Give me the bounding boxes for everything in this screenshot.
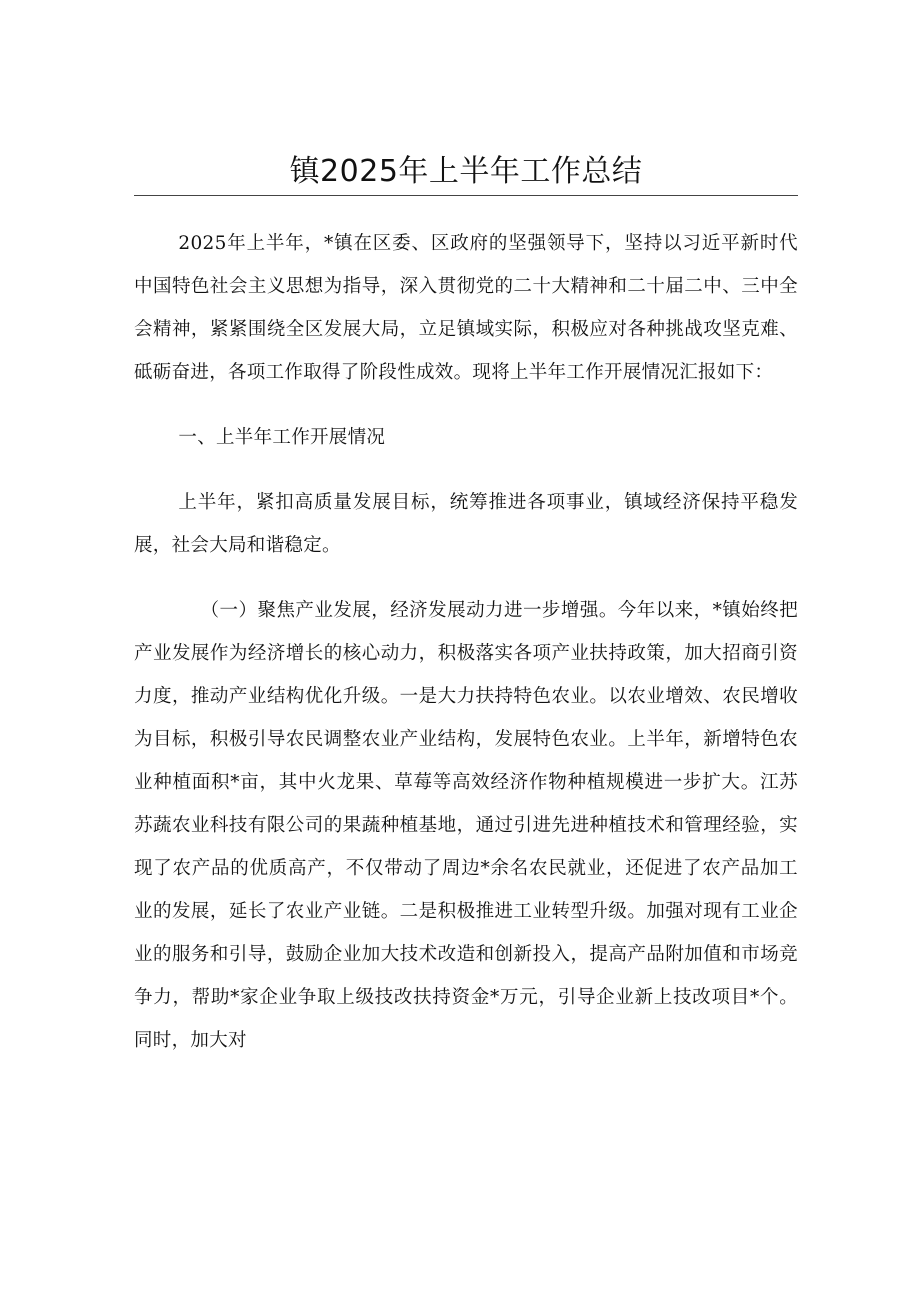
document-body [134, 222, 798, 1084]
intro-paragraph: 2025年上半年，*镇在区委、区政府的坚强领导下，坚持以习近平新时代中国特色社会主义思想为指导，深入贯彻党的二十大精神和二十届二中、三中全会精神，紧紧围绕全区发展大局，立足镇域实际，积极应对各种挑战攻坚克难、砥砺奋进，各项工作取得了阶段性成效。现将上半年工作开展情况汇报如下： [134, 233, 798, 383]
section-heading: 一、上半年工作开展情况 [178, 427, 386, 448]
summary-paragraph: 上半年，紧扣高质量发展目标，统筹推进各项事业，镇域经济保持平稳发展，社会大局和谐稳定。 [134, 492, 798, 556]
industry-paragraph: （一）聚焦产业发展，经济发展动力进一步增强。今年以来，*镇始终把产业发展作为经济增长的核心动力，积极落实各项产业扶持政策，加大招商引资力度，推动产业结构优化升级。一是大力扶持特色农业。以农业增效、农民增收为目标，积极引导农民调整农业产业结构，发展特色农业。上半年，新增特色农业种植面积*亩，其中火龙果、草莓等高效经济作物种植规模进一步扩大。江苏苏蔬农业科技有限公司的果蔬种植基地，通过引进先进种植技术和管理经验，实现了农产品的优质高产，不仅带动了周边*余名农民就业，还促进了农产品加工业的发展，延长了农业产业链。二是积极推进工业转型升级。加强对现有工业企业的服务和引导，鼓励企业加大技术改造和创新投入，提高产品附加值和市场竞争力，帮助*家企业争取上级技改扶持资金*万元，引导企业新上技改项目*个。同时，加大对 [134, 600, 798, 1051]
document-title: 镇2025年上半年工作总结 [289, 154, 643, 189]
title-underline [134, 195, 798, 196]
